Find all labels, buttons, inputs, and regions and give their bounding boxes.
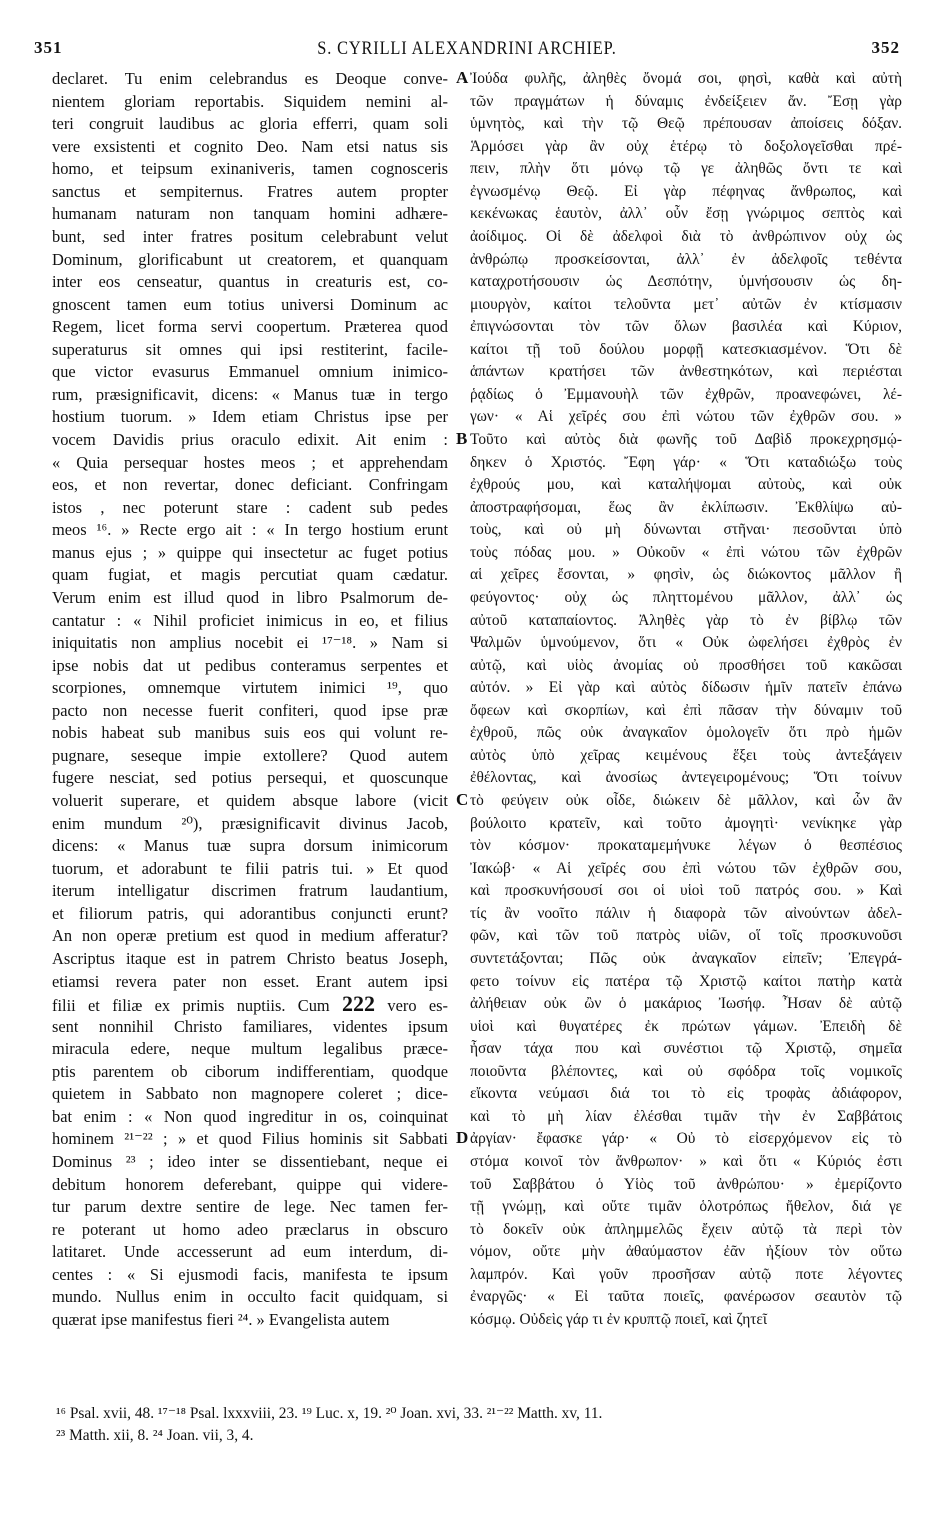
latin-line: « Quia persequar hostes meos ; et apprehendam bbox=[52, 452, 448, 472]
latin-line: nientem gloriam reportabis. Siquidem nemini al- bbox=[52, 91, 448, 111]
footnotes bbox=[56, 1403, 896, 1447]
latin-line: tur parum dextre sentire de lege. Nec tamen fer- bbox=[52, 1197, 448, 1217]
latin-line: debitum honorem deferebant, quippe qui videre- bbox=[52, 1174, 448, 1194]
greek-line: γων· « Αἱ χεῖρές σου ἐπὶ νώτου τῶν ἐχθρῶν σου. » bbox=[470, 408, 902, 426]
latin-line: sanctus et sempiternus. Fratres autem propter bbox=[52, 181, 448, 201]
greek-line: ἐθέλοντας, καὶ ἀνοσίως ἀντεγειρομένους; Ὅτι τοίνυν bbox=[470, 769, 902, 787]
page-number-right: 352 bbox=[871, 38, 900, 57]
greek-line: ποιοῦντα βλέποντες, καὶ οὐ σφόδρα τοῖς νομικοῖς bbox=[470, 1062, 902, 1080]
latin-line: An non operæ pretium est quod in medium afferatur? bbox=[52, 926, 448, 946]
greek-line: τὸ φεύγειν οὐκ οἶδε, διώκειν δὲ μᾶλλον, καὶ ὧν ἂν bbox=[470, 792, 902, 809]
greek-line: πειν, πλὴν ὅτι μόνῳ τῷ γε ἀληθῶς ὄντι τε καὶ bbox=[470, 160, 902, 178]
latin-line: bunt, sed inter fratres positum celebrabunt velut bbox=[52, 226, 448, 246]
latin-line: inter eos censeatur, quantus in creaturis est, co- bbox=[52, 272, 448, 292]
greek-line: νόμον, οὔτε μὴν ἀθαύμαστον ἐᾶν ἠξίουν τὸν οὕτω bbox=[470, 1243, 902, 1261]
latin-line: cantatur : « Nihil proficiet inimicus in eo, et filius bbox=[52, 610, 448, 630]
latin-line: Dominum, glorificabunt ut creatorem, et quanquam bbox=[52, 249, 448, 269]
greek-line: βούλοιτο κρατεῖν, καὶ τοῦτο ἀμογητὶ· νενίκηκε γὰρ bbox=[470, 814, 902, 832]
greek-line: ἦσαν τάχα που καὶ συνέστιοι τῷ Χριστῷ, σημεῖα bbox=[470, 1040, 902, 1058]
greek-line: αὐτῷ, καὶ υἱὸς ἀνομίας οὐ προσθήσει τοῦ κακῶσαι bbox=[470, 656, 902, 674]
greek-line: φετο τοίνυν εἰς πατέρα τῷ Χριστῷ καίτοι πατὴρ κατὰ bbox=[470, 972, 902, 990]
latin-line: quietem in Sabbato non magnopere coleret ; dice- bbox=[52, 1084, 448, 1104]
footnote-line: ¹⁶ Psal. xvii, 48. ¹⁷⁻¹⁸ Psal. lxxxviii, 23. ¹⁹ Luc. x, 19. ²⁰ Joan. xvi, 33. ²¹⁻²² Matth. xv, 11. bbox=[56, 1405, 603, 1422]
greek-line: τὸ δοκεῖν οὐκ ἀπλημμελῶς ἔχειν αὐτῷ τὰ περὶ τὸν bbox=[470, 1220, 902, 1238]
latin-line: latitaret. Unde accesserunt ad eum interdum, di- bbox=[52, 1242, 448, 1262]
greek-line: ἀοίδιμος. Οἱ δὲ ἀδελφοὶ διὰ τὸ ἀνθρώπινον οὐχ ὡς bbox=[470, 227, 902, 245]
latin-line: vere exsistenti et cognito Deo. Nam etsi natus sis bbox=[52, 136, 448, 156]
latin-line: enim mundum ²⁰), præsignificavit divinus Jacob, bbox=[52, 813, 448, 833]
section-marker-c: C bbox=[456, 790, 469, 809]
latin-line: iterum intelligatur discrimen fratrum laudantium, bbox=[52, 881, 448, 901]
greek-line: ἁπάντων κρατήσει τῶν ἀνθεστηκότων, καὶ περιέσται bbox=[470, 363, 902, 381]
latin-line: bat enim : « Non quod ingreditur in os, coinquinat bbox=[52, 1106, 448, 1126]
greek-line: ἀλήθειαν οὐκ ὢν ὁ μακάριος Ἰωσήφ. Ἦσαν δὲ αὐτῷ bbox=[470, 995, 902, 1013]
greek-line: καίτοι τῇ τοῦ δούλου μορφῇ κατεσκιασμένον. Ὅτι δὲ bbox=[470, 340, 902, 358]
latin-line: scorpiones, omnemque virtutem inimici ¹⁹, quo bbox=[52, 678, 448, 698]
greek-line: ὑμνητὸς, καὶ τὴν τῷ Θεῷ πρέπουσαν ἀποίσεις δόξαν. bbox=[470, 115, 902, 133]
latin-line: fugere nesciat, sed potius persequi, et quoscunque bbox=[52, 768, 448, 788]
footnote-line: ²³ Matth. xii, 8. ²⁴ Joan. vii, 3, 4. bbox=[56, 1427, 254, 1444]
greek-line: ἐναργῶς· « Εἰ ταῦτα ποιεῖς, φανέρωσον σεαυτὸν τῷ bbox=[470, 1288, 902, 1306]
latin-line: iniquitatis non amplius nocebit ei ¹⁷⁻¹⁸. » Nam si bbox=[52, 633, 448, 653]
latin-line: dicens: « Manus tuæ supra dorsum inimicorum bbox=[52, 836, 448, 856]
greek-line: μιουργὸν, καίτοι τελοῦντα μετ᾽ αὐτῶν ἐν κτίσμασιν bbox=[470, 295, 902, 313]
latin-line: mundo. Nullus enim in occulto facit quidquam, si bbox=[52, 1287, 448, 1307]
latin-line: Verum enim est illud quod in libro Psalmorum de- bbox=[52, 587, 448, 607]
greek-line: τοῦ Σαββάτου ὁ Υἱὸς τοῦ ἀνθρώπου· » ἐμερίζοντο bbox=[470, 1175, 902, 1193]
latin-line: Dominus ²³ ; ideo inter se dissentiebant, neque ei bbox=[52, 1152, 448, 1171]
greek-line: Ἁρμόσει γὰρ ἂν οὐχ ἑτέρῳ τὸ δοξολογεῖσθαι πρέ- bbox=[470, 137, 902, 155]
latin-line bbox=[52, 993, 448, 1016]
greek-line: λαμπρόν. Καὶ γοῦν προσῆσαν αὐτῷ ποτε λέγοντες bbox=[470, 1265, 902, 1283]
greek-line: υἱοὶ καὶ θυγατέρες ἐκ πρώτων γάμων. Ἐπειδὴ δὲ bbox=[470, 1017, 902, 1035]
latin-line: meos ¹⁶. » Recte ergo ait : « In tergo hostium erunt bbox=[52, 520, 448, 540]
latin-line: etiamsi revera pater non esset. Erant autem ipsi bbox=[52, 971, 448, 991]
greek-line: στόμα κοινοῖ τὸν ἄνθρωπον· » καὶ ὅτι « Κύριός ἐστι bbox=[470, 1153, 902, 1170]
latin-line: Ascriptus itaque est in patrem Christo beatus Joseph, bbox=[52, 948, 448, 968]
greek-line: τῇ γνώμῃ, καὶ οὔτε τιμᾶν ὁλοτρόπως ἤθελον, διά γε bbox=[470, 1198, 902, 1216]
latin-line: tuorum, et adorabunt te filii patris tui. » Et quod bbox=[52, 858, 448, 878]
latin-line: eos, et non revertar, donec deficiant. Confringam bbox=[52, 475, 448, 495]
latin-line: que victor evasurus Emmanuel omnium inimico- bbox=[52, 362, 448, 382]
greek-line: καταχροτήσουσιν ὡς Δεσπότην, ὑμνήσουσιν ὡς δη- bbox=[470, 273, 902, 291]
greek-line: τίς ἂν νοοῖτο πάλιν ἡ διαφορὰ τῶν αἰνούντων ἀδελ- bbox=[470, 904, 902, 922]
greek-line: ἐχθρούς μου, καὶ καταλήψομαι αὐτοὺς, καὶ οὐκ bbox=[470, 476, 902, 494]
section-marker-b: B bbox=[456, 429, 468, 448]
greek-column bbox=[470, 68, 902, 1332]
greek-line: ἐχθροῦ, πῶς οὐκ ἀναγκαῖον ὁμολογεῖν ὅτι πρὸ ἡμῶν bbox=[470, 724, 902, 742]
greek-line: αἱ χεῖρες ἔσονται, » φησὶν, ὡς διώκοντος μᾶλλον ἢ bbox=[470, 566, 902, 584]
section-marker-d: D bbox=[456, 1128, 469, 1147]
latin-line: humanam naturam non tanquam homini adhære- bbox=[52, 204, 448, 224]
greek-line: αὐτοῦ καταπαίοντος. Ἀληθὲς γὰρ τὸ ἐν βίβλῳ τῶν bbox=[470, 611, 902, 629]
latin-line: quærat ipse manifestus fieri ²⁴. » Evangelista autem bbox=[52, 1309, 390, 1329]
latin-line: superaturus sit omnes qui ipsi restiterint, facile- bbox=[52, 339, 448, 359]
greek-line: καὶ τὸ μὴ λίαν ἐλέσθαι τιμᾶν τὴν ἐν Σαββάτοις bbox=[470, 1107, 902, 1125]
greek-line: ἐπιγνώσονται τὸν τῶν ὅλων βασιλέα καὶ Κύριον, bbox=[470, 318, 902, 336]
latin-line: vocem Davidis prius oraculo edixit. Ait enim : bbox=[52, 430, 448, 449]
line-text-continued: vero es- bbox=[375, 996, 448, 1016]
latin-line: quam fugiat, et magis percutiat quam cædatur. bbox=[52, 565, 448, 585]
column-number: 222 bbox=[342, 993, 376, 1016]
greek-line: τοὺς πόδας μου. » Οὐκοῦν « ἐπὶ νώτου τῶν ἐχθρῶν bbox=[470, 543, 902, 561]
page-number-left: 351 bbox=[34, 38, 63, 57]
latin-line: pugnare, seseque impie extollere? Quod autem bbox=[52, 745, 448, 765]
greek-line: ἐγνωσμένῳ Θεῷ. Εἰ γὰρ πέφηνας ἄνθρωπος, καὶ bbox=[470, 182, 902, 200]
greek-line: αὐτόν. » Εἰ γὰρ καὶ αὐτὸς δίδωσιν ἡμῖν πατεῖν ἐπάνω bbox=[470, 679, 902, 697]
latin-line: teri congruit laudibus ac gloria efferri, quam soli bbox=[52, 114, 448, 134]
greek-line: φεύγοντος· οὐχ ὡς πληττομένου μᾶλλον, ἀλλ᾽ ὡς bbox=[470, 588, 902, 606]
greek-line: Ἰούδα φυλῆς, ἀληθὲς ὄνομά σοι, φησὶ, καθὰ καὶ αὐτὴ bbox=[470, 70, 902, 87]
latin-line: gnoscent tamen eum totius universi Dominum ac bbox=[52, 294, 448, 314]
latin-line: centes : « Si ejusmodi facis, manifesta te ipsum bbox=[52, 1264, 448, 1284]
greek-line: ῥᾳδίως ὁ Ἐμμανουὴλ τῶν ἐχθρῶν, προανεφώνει, λέ- bbox=[470, 385, 902, 403]
latin-line: ptis parentem ob ciborum indifferentiam, quodque bbox=[52, 1061, 448, 1081]
latin-line: pacto non necesse fuerit confiteri, quod ipse præ bbox=[52, 700, 448, 720]
greek-line: συντετάξονται; Πῶς οὐκ ἀναγκαῖον εἰπεῖν; Ἐπεγρά- bbox=[470, 949, 902, 967]
greek-line: καὶ προσκυνήσουσί σοι οἱ υἱοὶ τοῦ πατρός σου. » Καὶ bbox=[470, 882, 902, 900]
latin-line: hominem ²¹⁻²² ; » et quod Filius hominis sit Sabbati bbox=[52, 1129, 448, 1149]
greek-line: ἀποστραφήσομαι, ἕως ἂν ἐκλίπωσιν. Ἐκθλίψω αὐ- bbox=[470, 498, 902, 516]
greek-line: κεκένωκας ἑαυτὸν, ἀλλ᾽ οὖν ἔσῃ γνώριμος σεπτὸς καὶ bbox=[470, 205, 902, 223]
latin-line: et filiorum patris, qui adorantibus conjuncti erunt? bbox=[52, 903, 448, 923]
latin-line: hostium tuorum. » Idem etiam Christus ipse per bbox=[52, 407, 448, 427]
latin-line: homo, et teipsum exinaniveris, tamen cognosceris bbox=[52, 159, 448, 179]
greek-line: φῶν, καὶ τῶν τοῦ πατρὸς υἱῶν, οἵ τοῖς προσκυνοῦσι bbox=[470, 927, 902, 945]
latin-line: rum, præsignificavit, dicens: « Manus tuæ in tergo bbox=[52, 384, 448, 404]
greek-line: δηκεν ὁ Χριστός. Ἔφη γάρ· « Ὅτι καταδιώξω τοὺς bbox=[470, 453, 902, 471]
page-header bbox=[34, 38, 900, 62]
greek-line: τῶν πραγμάτων ἡ δύναμις ἐνδείξειεν ἄν. Ἔσῃ γὰρ bbox=[470, 92, 902, 110]
greek-line: Ψαλμῶν ὑμνούμενον, ὅτι « Οὐκ ὠφελήσει ἐχθρὸς ἐν bbox=[470, 634, 902, 652]
latin-line: voluerit superare, et quidem absque labore (vicit bbox=[52, 791, 448, 810]
greek-line: Ἰακώβ· « Αἱ χεῖρές σου ἐπὶ νώτου τῶν ἐχθρῶν σου, bbox=[470, 859, 902, 877]
latin-line: manus ejus ; » quippe qui insectetur ac fuget potius bbox=[52, 542, 448, 562]
line-text: filii et filiæ ex primis nuptiis. Cum bbox=[52, 996, 330, 1016]
latin-line: ipse nobis dat ut pedibus conteramus serpentes et bbox=[52, 655, 448, 675]
latin-line: nobis habeat sub manibus suis eos qui volunt re- bbox=[52, 723, 448, 743]
latin-line: sent nonnihil Christo familiares, videntes ipsum bbox=[52, 1016, 448, 1036]
latin-line: Regem, licet forma servi coopertum. Præterea quod bbox=[52, 317, 448, 337]
section-marker-a: A bbox=[456, 68, 469, 87]
greek-line: ἀργίαν· ἔφασκε γάρ· « Οὐ τὸ εἰσερχόμενον εἰς τὸ bbox=[470, 1130, 902, 1148]
latin-line: declaret. Tu enim celebrandus es Deoque conve- bbox=[52, 69, 448, 88]
latin-line: istos , nec poterunt stare : cadent sub pedes bbox=[52, 497, 448, 517]
latin-column bbox=[52, 68, 448, 1332]
greek-line: ὄφεων καὶ σκορπίων, καὶ ἐπὶ πᾶσαν τὴν δύναμιν τοῦ bbox=[470, 701, 902, 719]
latin-line: re poterant ut homo adeo præclarus in obscuro bbox=[52, 1219, 448, 1239]
greek-line: τὸν κόσμον· προκαταμεμήνυκε λέγων ὁ θεσπέσιος bbox=[470, 837, 902, 855]
latin-line: miracula edere, neque multum legalibus præce- bbox=[52, 1039, 448, 1059]
running-title: S. CYRILLI ALEXANDRINI ARCHIEP. bbox=[317, 38, 617, 59]
greek-line: εἴκοντα νεύμασι διά τοι τὸ εἰς τροφὰς ἀδιάφορον, bbox=[470, 1085, 902, 1103]
greek-line: ἀνθρώπῳ προσκείσονται, ἀλλ᾽ ἐν ἀδελφοῖς τεθέντα bbox=[470, 250, 902, 268]
greek-line: τοὺς, καὶ οὐ μὴ δύνωνται στῆναι· πεσοῦνται ὑπὸ bbox=[470, 521, 902, 539]
greek-line: κόσμῳ. Οὐδεὶς γάρ τι ἐν κρυπτῷ ποιεῖ, καὶ ζητεῖ bbox=[470, 1310, 768, 1328]
greek-line: αὐτὸς ὑπὸ χεῖρας κειμένους ἕξει τοὺς ἀντεξάγειν bbox=[470, 746, 902, 764]
greek-line: Τοῦτο καὶ αὐτὸς διὰ φωνῆς τοῦ Δαβὶδ προκεχρησμῴ- bbox=[470, 431, 902, 448]
